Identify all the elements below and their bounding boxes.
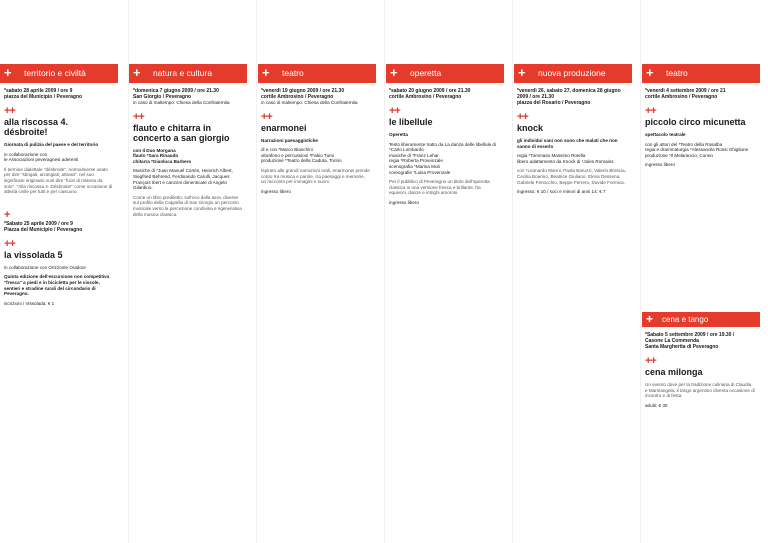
plus-icon: + [4,208,11,221]
event-column-6 [645,88,755,172]
event-place: Piazza del Municipio / Peveragno [4,226,83,233]
event-column-5 [517,88,627,199]
plus-icon: + [133,65,141,80]
event-title: knock [517,123,544,133]
plus-icon: + [646,65,654,80]
tab-nuova-produzione [514,64,632,83]
category-tabs [0,0,768,85]
event-date: *venerdì 19 giugno 2009 / ore 21.30 [261,88,345,94]
plus-plus-icon: ++ [261,110,272,123]
event-body: Quinta edizione dell'escursione non competitiva "fresca" a piedi e in bicicletta per le vissole, sentieri e stradine rurali del circondario di Peveragno. [4,274,110,297]
event-fee: iscrizioni / Vissolada: € 1 [4,300,55,306]
event-column-1 [4,88,114,310]
event-subtitle: Operetta [389,132,408,137]
event-body: Musiche di *Juan Manuel Cortés, Heinrich Albert, Siegfried Behrend, Ferdinando Carulli, Jacques François Ibert e canzoni dimenticate di Angelo Gilardino. [133,168,233,191]
tab-label: nuova produzione [538,68,606,78]
event-entry: ingresso libero [645,162,675,168]
event-entry: ingresso libero [261,188,291,194]
event-body: Ispirato alle grandi narrazioni orali, enarmonei prende corpo tra musica e parole, tra paesaggi e memorie, un racconto per immagini e suoni. [261,167,370,185]
event-place-2: Santa Margherita di Peveragno [645,344,719,350]
tab-label: natura e cultura [153,68,213,78]
event-price: adulti: € 30 [645,402,668,408]
tab-label: territorio e civiltà [24,68,86,78]
tab-territorio [0,64,118,83]
event-date: *venerdì 26, sabato 27, domenica 28 giugno 2009 / ore 21.30 [517,88,621,100]
event-date: *Sabato 5 settembre 2009 / ore 19.30 / [645,332,735,338]
event-subtitle: spettacolo teatrale [645,132,686,137]
event-title: flauto e chitarra in concerto a san giorgio [133,122,230,143]
event-title: le libellule [389,117,433,127]
plus-icon: + [390,65,398,80]
event-title: piccolo circo micunetta [645,117,746,127]
tab-natura [129,64,247,83]
plus-plus-icon: ++ [4,105,15,117]
event-entry: ingresso libero [389,199,419,205]
event-note: in caso di maltempo: Chiesa della Confraternita [261,100,358,105]
event-title: enarmonei [261,122,307,133]
plus-icon: + [646,312,654,326]
event-subtitle: gli individui sani non sono che malati che non sanno di esserlo [517,138,618,149]
event-date: *Sabato 25 aprile 2009 / ore 9 [4,220,73,227]
plus-icon: + [4,65,12,80]
event-column-4 [389,88,499,210]
event-credits: regia *Tommaso Massimo Rotella libero adattamento da Knock di *Jules Romains [517,153,614,164]
event-date: *domenica 7 giugno 2009 / ore 21.30 [133,88,219,94]
event-title: cena milonga [645,367,703,377]
event-place: piazza del Rosario / Peveragno [517,100,591,106]
tab-operetta [386,64,504,83]
event-body: Per il pubblico di Peveragno un titolo dell'operetta classica in una versione fresca e brillante, fra equivoci, danze e intrighi amorosi. [389,179,490,196]
event-subtitle: Narrazioni paesaggistiche [261,137,318,143]
event-performers: con Il Duo Morgana flauto *Sara Rinaudo chitarra *Gianluca Barbero [133,147,192,164]
plus-plus-icon: ++ [517,111,528,123]
event-subtitle: in collaborazione con Orizzonte Outdoor [4,264,86,270]
event-place: Casone La Commenda [645,338,699,344]
tab-label: teatro [282,68,304,78]
plus-plus-icon: ++ [645,105,656,117]
event-body-2: Come un libro prediletto, sull'eco della sera, diverse sul profilo della Cappella di San Giorgio un percorso musicale verso la percezione condivisa e rigenerativa della musica classica. [133,194,242,217]
event-place: cortile Ambrosino / Peveragno [389,94,462,100]
event-credits: di e con *Marco Bianchini vibrafono e percussioni *Fabio Tumi produzione *Teatro della Caduta, Torino [261,147,342,164]
plus-icon: + [518,65,526,80]
event-title: alla riscossa 4. désbroite! [4,117,69,137]
event-credits: Testo liberamente tratto da La danza delle libellule di *Carlo Lombardo musiche di *Franz Lehar regia *Roberta Provenzale scenografia *Marina Muti coreografie *Luisa Provenzale [389,141,496,175]
event-cena-milonga [645,332,755,412]
event-cast: con *Leonardo Manni, Paola Baruzzi, Valerio Brescia, Cecilia Boarino, Beatrice Giuliano, Elena Dessena, Gabriele Fenocchio, Beppe Ferrero, Davide Formica. [517,168,626,185]
tab-teatro-1 [258,64,376,83]
tab-label: teatro [666,68,688,78]
event-place: piazza del Municipio / Peveragno [4,94,83,100]
plus-plus-icon: ++ [645,355,656,367]
plus-plus-icon: ++ [4,237,15,250]
event-place: cortile Ambrosino / Peveragno [261,94,334,100]
event-place: cortile Ambrosino / Peveragno [645,94,718,100]
event-note: in caso di maltempo: Chiesa della Confraternita [133,100,230,105]
event-date: *sabato 20 giugno 2009 / ore 21.30 [389,88,471,94]
event-collab: in collaborazione con le Associazioni peveragnesi aderenti [4,151,79,163]
event-body: Un evento dove per la tradizione culinaria di Claudia e Marinangela, il tango argentino diventa occasione di incontro e di festa. [645,382,755,399]
event-column-2 [133,88,243,221]
event-credits: con gli attori del *Teatro della Rosalba regia e drammaturgia *Alessandra Rossi Ghiglione produzione *Il Melarancio, Cuneo [645,141,749,158]
plus-icon: + [262,65,270,80]
event-subtitle: Giornata di pulizia del paese e del territorio [4,142,99,147]
tab-label: operetta [410,68,442,78]
event-date: *sabato 28 aprile 2009 / ore 9 [4,88,73,94]
tag-cena-e-tango [642,312,760,327]
plus-plus-icon: ++ [389,105,400,117]
event-title: la vissolada 5 [4,249,63,260]
event-date: *venerdì 4 settembre 2009 / ore 21 [645,88,726,94]
plus-plus-icon: ++ [133,110,144,123]
tab-teatro-2 [642,64,760,83]
event-prices: ingresso: € 10 / soci e minori di anni 14: € 7 [517,189,606,195]
event-place: San Giorgio / Peveragno [133,94,192,100]
event-column-3 [261,88,371,198]
event-body: Il termine dialettale "désbroite", normalmente usato per dire "sbrigati, arrangiati, attivati", nel suo significato originario vuol dire "fuori di miseria da solo". "Alla riscossa 4. Désbroite!" come occasione di attività civile per tutti e per ciascuno. [4,166,113,195]
tag-label: cena e tango [662,315,709,324]
